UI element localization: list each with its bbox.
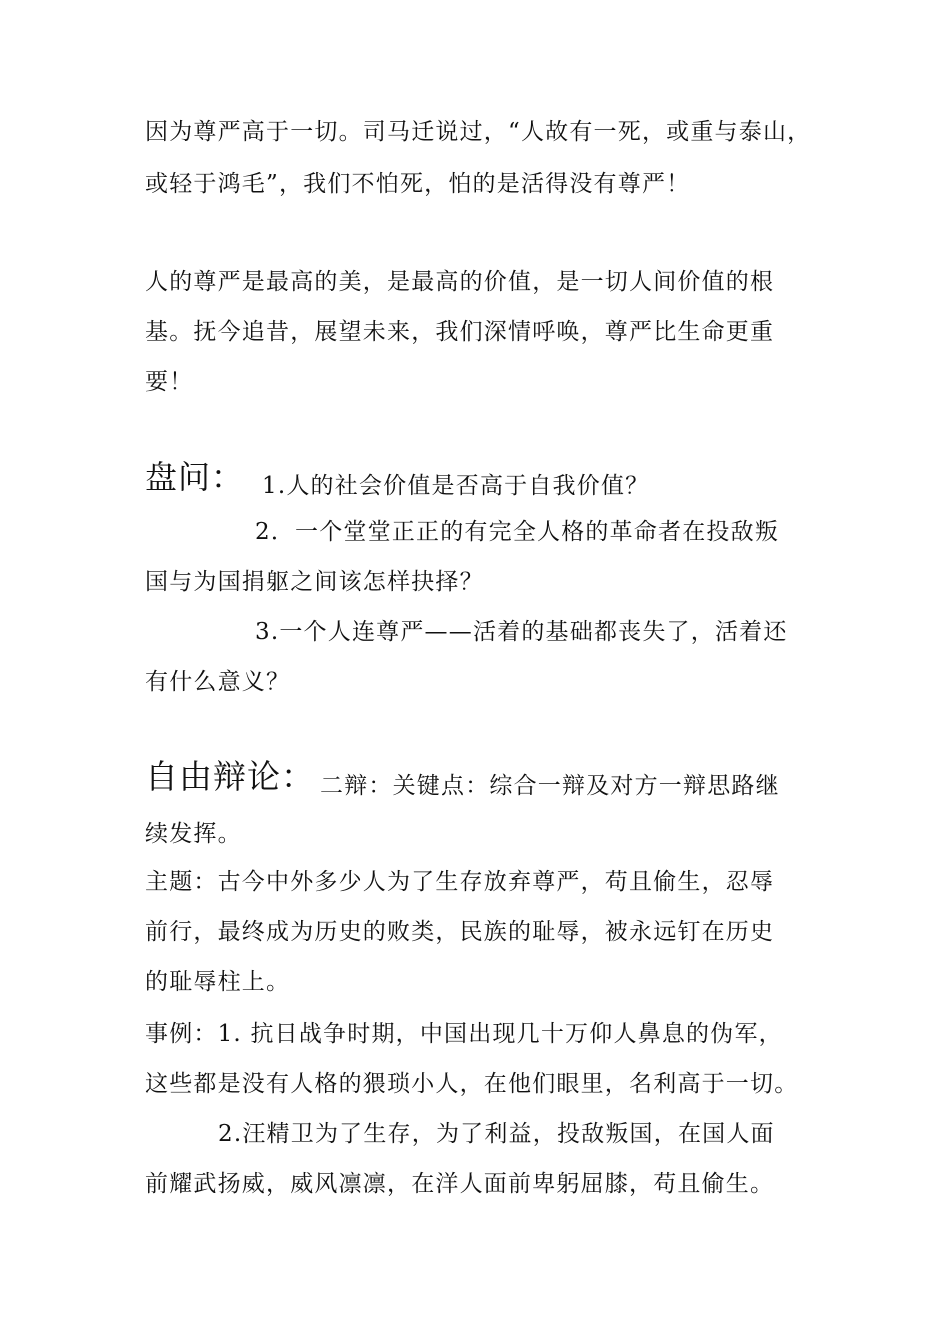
cross-examination-question-2-line-1: 2．一个堂堂正正的有完全人格的革命者在投敌叛 <box>255 519 780 545</box>
cross-examination-heading: 盘问： <box>145 458 245 496</box>
free-debate-example-2-line-2: 前耀武扬威，威风凛凛，在洋人面前卑躬屈膝，苟且偷生。 <box>145 1171 775 1197</box>
free-debate-heading: 自由辩论： <box>145 757 315 796</box>
cross-examination-question-3-line-2: 有什么意义？ <box>145 669 291 695</box>
cross-examination-question-1: 1.人的社会价值是否高于自我价值？ <box>262 473 650 499</box>
free-debate-intro-line-2: 续发挥。 <box>145 821 242 847</box>
free-debate-example-1-line-2: 这些都是没有人格的猥琐小人，在他们眼里，名利高于一切。 <box>145 1071 799 1097</box>
free-debate-example-2-line-1: 2.汪精卫为了生存，为了利益，投敌叛国，在国人面 <box>218 1121 775 1147</box>
free-debate-intro-line-1: 二辩：关键点：综合一辩及对方一辩思路继 <box>320 773 780 799</box>
paragraph-1-line-1: 因为尊严高于一切。司马迁说过，“人故有一死，或重与泰山， <box>145 119 812 145</box>
free-debate-theme-line-1: 主题：古今中外多少人为了生存放弃尊严，苟且偷生，忍辱 <box>145 869 775 895</box>
free-debate-theme-line-3: 的耻辱柱上。 <box>145 969 291 995</box>
cross-examination-question-3-line-1: 3.一个人连尊严——活着的基础都丧失了，活着还 <box>255 619 788 645</box>
paragraph-2-line-2: 基。抚今追昔，展望未来，我们深情呼唤，尊严比生命更重 <box>145 319 775 345</box>
cross-examination-question-2-line-2: 国与为国捐躯之间该怎样抉择？ <box>145 569 484 595</box>
free-debate-theme-line-2: 前行，最终成为历史的败类，民族的耻辱，被永远钉在历史 <box>145 919 775 945</box>
paragraph-2-line-1: 人的尊严是最高的美，是最高的价值，是一切人间价值的根 <box>145 269 775 295</box>
paragraph-1-line-2: 或轻于鸿毛”，我们不怕死，怕的是活得没有尊严！ <box>145 171 691 197</box>
paragraph-2-line-3: 要！ <box>145 369 194 395</box>
free-debate-example-1-line-1: 事例：1. 抗日战争时期，中国出现几十万仰人鼻息的伪军， <box>145 1021 783 1047</box>
